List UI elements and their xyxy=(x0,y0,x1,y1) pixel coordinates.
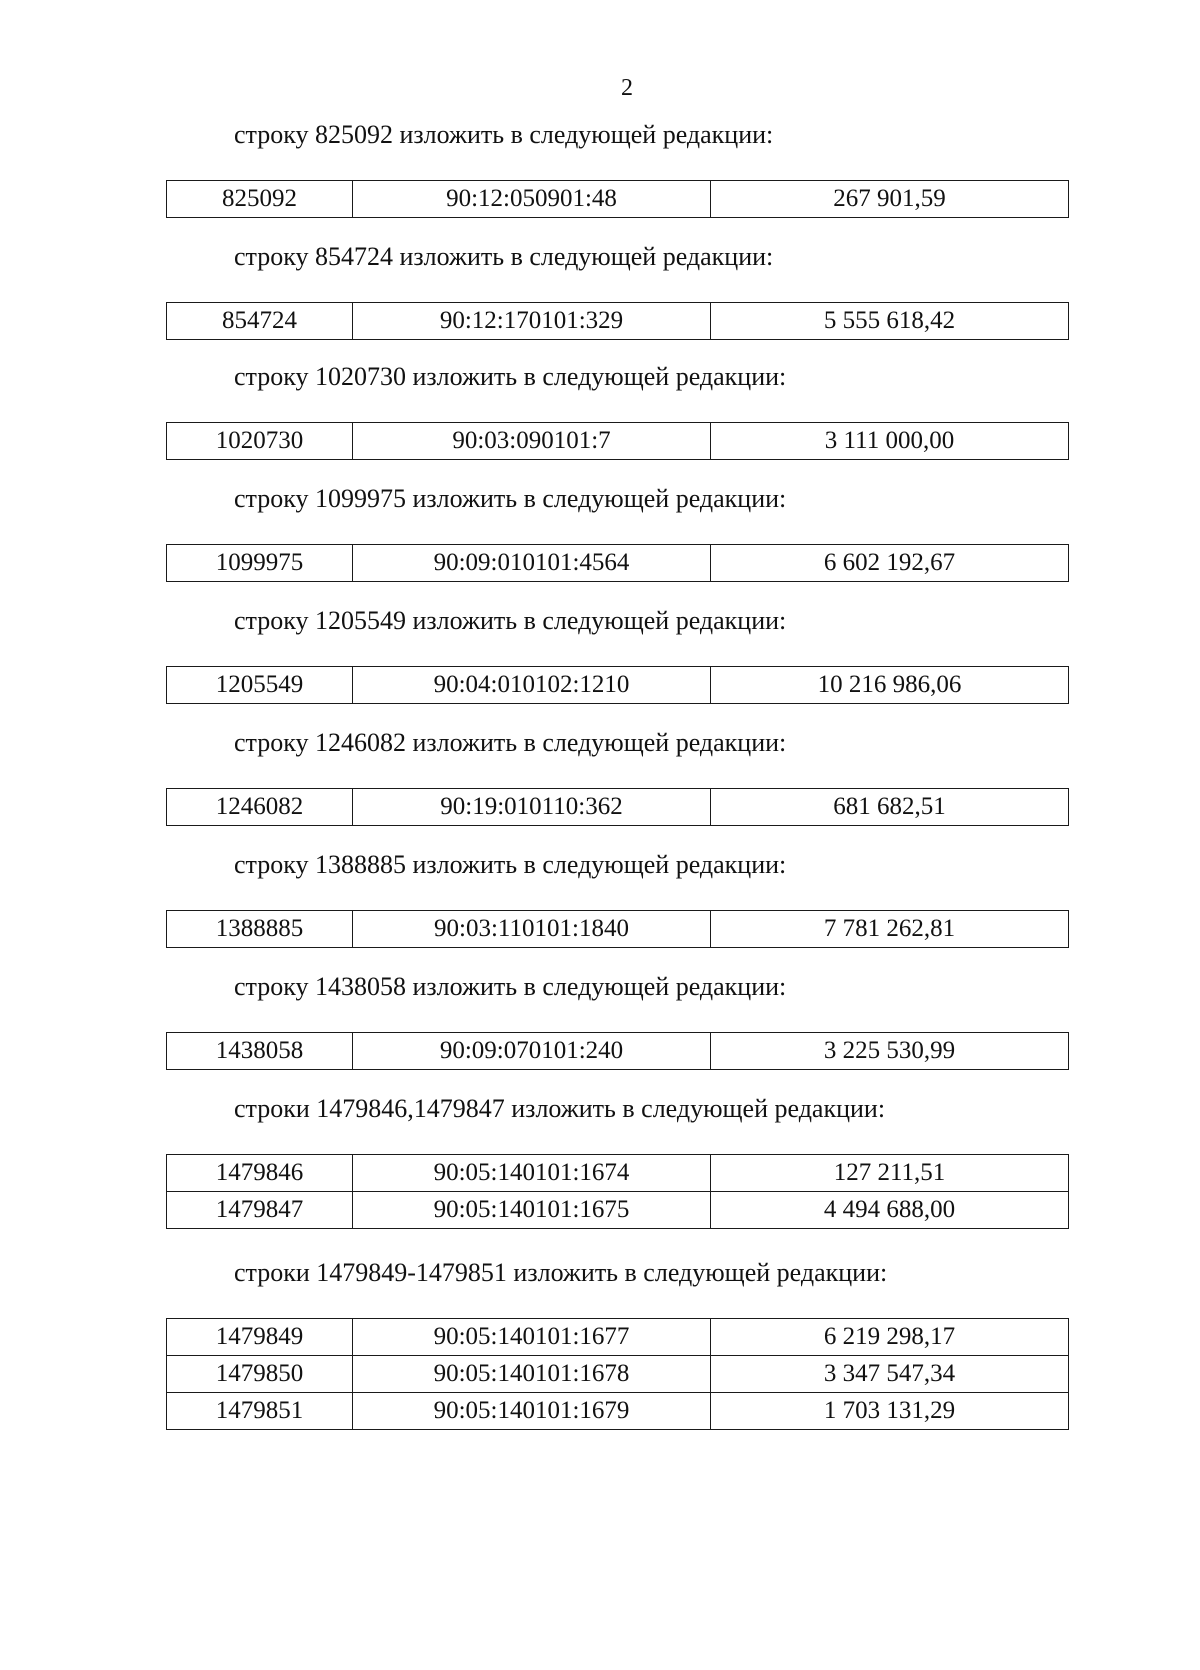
amendment-table xyxy=(166,544,1069,582)
table-row xyxy=(167,911,1069,948)
cadastral-number-cell: 90:03:090101:7 xyxy=(353,423,711,460)
cadastral-number-cell: 90:12:050901:48 xyxy=(353,181,711,218)
row-number-cell: 1479849 xyxy=(167,1319,353,1356)
table-row xyxy=(167,1356,1069,1393)
cadastral-number-cell: 90:09:010101:4564 xyxy=(353,545,711,582)
cadastral-number-cell: 90:12:170101:329 xyxy=(353,303,711,340)
cadastral-number-cell: 90:05:140101:1674 xyxy=(353,1155,711,1192)
table-row xyxy=(167,1393,1069,1430)
value-cell: 3 347 547,34 xyxy=(711,1356,1069,1393)
value-cell: 6 602 192,67 xyxy=(711,545,1069,582)
cadastral-number-cell: 90:05:140101:1675 xyxy=(353,1192,711,1229)
cadastral-number-cell: 90:05:140101:1677 xyxy=(353,1319,711,1356)
table-row xyxy=(167,1155,1069,1192)
cadastral-number-cell: 90:04:010102:1210 xyxy=(353,667,711,704)
table-row xyxy=(167,1033,1069,1070)
amendment-table xyxy=(166,180,1069,218)
table-row xyxy=(167,1319,1069,1356)
value-cell: 681 682,51 xyxy=(711,789,1069,826)
row-number-cell: 1246082 xyxy=(167,789,353,826)
amendment-table xyxy=(166,910,1069,948)
cadastral-number-cell: 90:09:070101:240 xyxy=(353,1033,711,1070)
instruction-line: строку 825092 изложить в следующей редакции: xyxy=(234,120,774,149)
value-cell: 7 781 262,81 xyxy=(711,911,1069,948)
table-row xyxy=(167,423,1069,460)
row-number-cell: 1479846 xyxy=(167,1155,353,1192)
instruction-line: строку 854724 изложить в следующей редакции: xyxy=(234,242,774,271)
table-row xyxy=(167,181,1069,218)
instruction-line: строку 1205549 изложить в следующей редакции: xyxy=(234,606,787,635)
table-row xyxy=(167,789,1069,826)
table-row xyxy=(167,303,1069,340)
value-cell: 6 219 298,17 xyxy=(711,1319,1069,1356)
table-row xyxy=(167,545,1069,582)
instruction-line: строки 1479849-1479851 изложить в следующей редакции: xyxy=(234,1258,888,1287)
value-cell: 5 555 618,42 xyxy=(711,303,1069,340)
table-row xyxy=(167,667,1069,704)
instruction-line: строку 1020730 изложить в следующей редакции: xyxy=(234,362,787,391)
amendment-table xyxy=(166,1154,1069,1229)
row-number-cell: 1479851 xyxy=(167,1393,353,1430)
instruction-line: строку 1388885 изложить в следующей редакции: xyxy=(234,850,787,879)
amendment-table xyxy=(166,302,1069,340)
row-number-cell: 1479850 xyxy=(167,1356,353,1393)
amendment-table xyxy=(166,788,1069,826)
value-cell: 10 216 986,06 xyxy=(711,667,1069,704)
row-number-cell: 1205549 xyxy=(167,667,353,704)
table-row xyxy=(167,1192,1069,1229)
cadastral-number-cell: 90:19:010110:362 xyxy=(353,789,711,826)
amendment-table xyxy=(166,422,1069,460)
amendment-table xyxy=(166,666,1069,704)
cadastral-number-cell: 90:03:110101:1840 xyxy=(353,911,711,948)
instruction-line: строки 1479846,1479847 изложить в следующей редакции: xyxy=(234,1094,886,1123)
amendment-table xyxy=(166,1032,1069,1070)
value-cell: 267 901,59 xyxy=(711,181,1069,218)
row-number-cell: 1479847 xyxy=(167,1192,353,1229)
row-number-cell: 1020730 xyxy=(167,423,353,460)
instruction-line: строку 1438058 изложить в следующей редакции: xyxy=(234,972,787,1001)
row-number-cell: 825092 xyxy=(167,181,353,218)
cadastral-number-cell: 90:05:140101:1678 xyxy=(353,1356,711,1393)
amendment-table xyxy=(166,1318,1069,1430)
cadastral-number-cell: 90:05:140101:1679 xyxy=(353,1393,711,1430)
row-number-cell: 1388885 xyxy=(167,911,353,948)
instruction-line: строку 1099975 изложить в следующей редакции: xyxy=(234,484,787,513)
value-cell: 3 111 000,00 xyxy=(711,423,1069,460)
value-cell: 3 225 530,99 xyxy=(711,1033,1069,1070)
value-cell: 1 703 131,29 xyxy=(711,1393,1069,1430)
row-number-cell: 1438058 xyxy=(167,1033,353,1070)
instruction-line: строку 1246082 изложить в следующей редакции: xyxy=(234,728,787,757)
page-number: 2 xyxy=(621,75,633,101)
row-number-cell: 854724 xyxy=(167,303,353,340)
value-cell: 127 211,51 xyxy=(711,1155,1069,1192)
value-cell: 4 494 688,00 xyxy=(711,1192,1069,1229)
row-number-cell: 1099975 xyxy=(167,545,353,582)
